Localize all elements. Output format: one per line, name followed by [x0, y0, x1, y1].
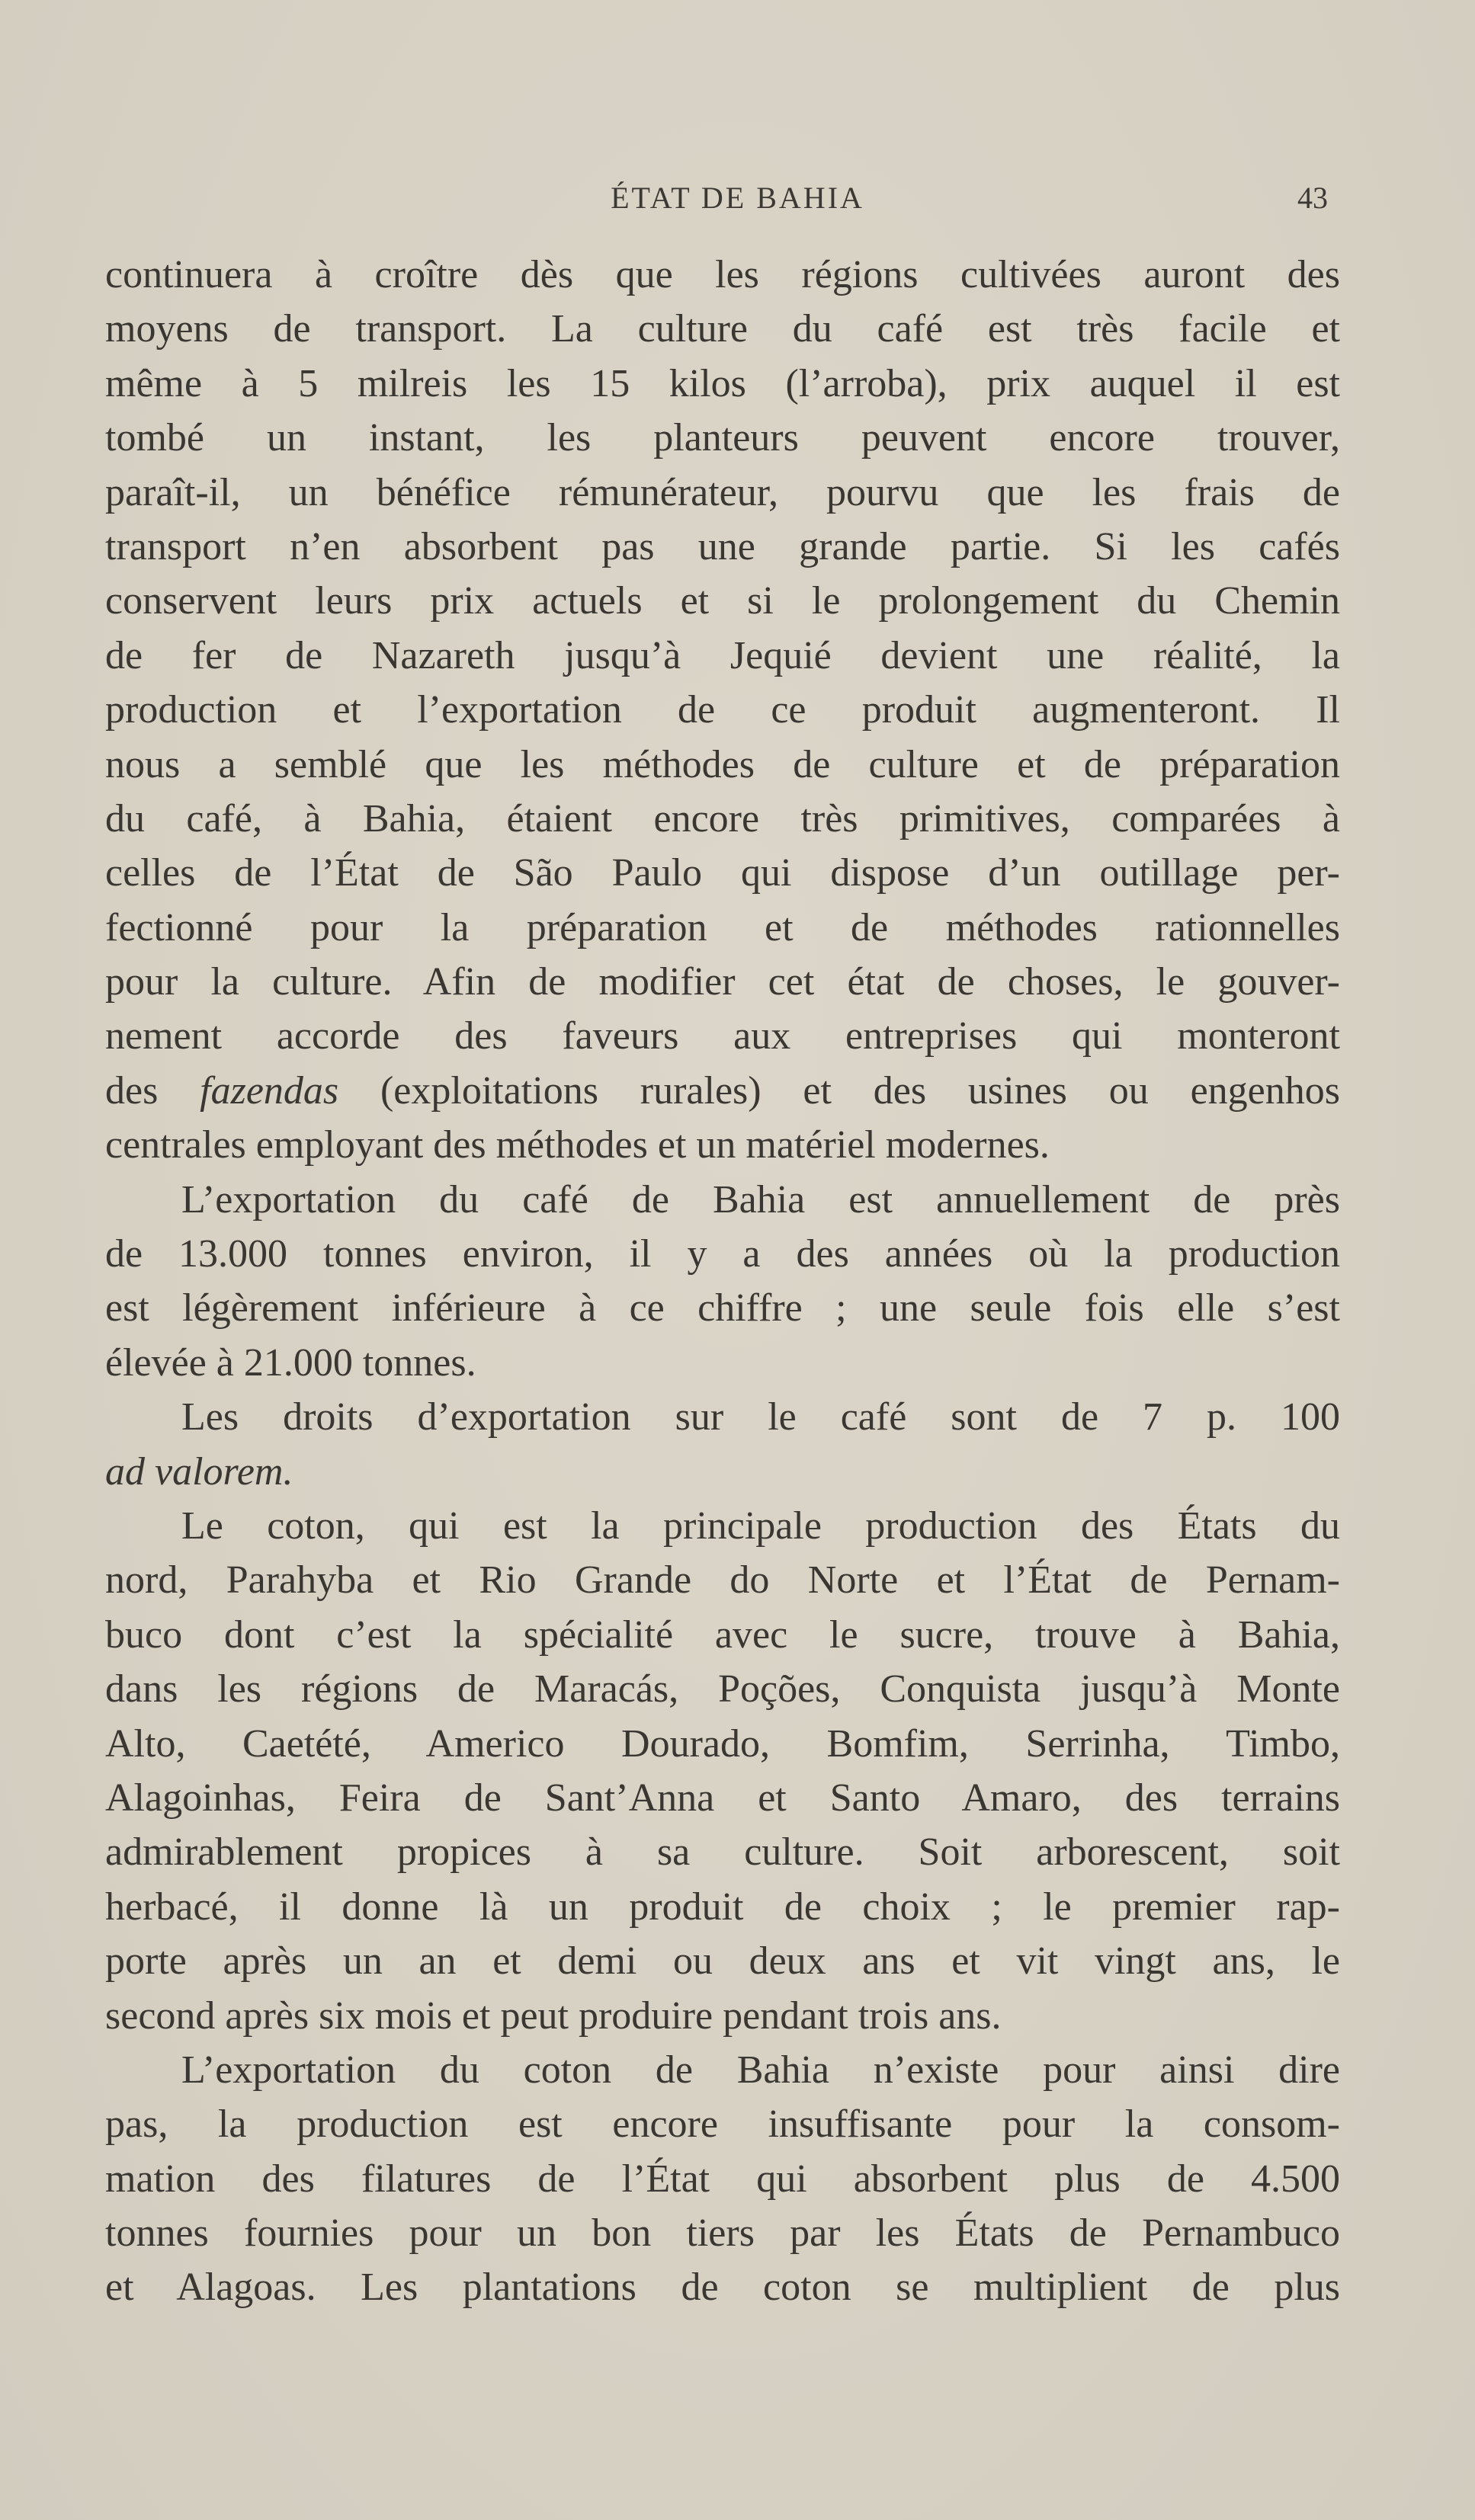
text-line: tonnes fournies pour un bon tiers par les États de Pernambuco: [105, 2211, 1340, 2256]
text-line: nord, Parahyba et Rio Grande do Norte et l’État de Pernam-: [105, 1558, 1340, 1603]
text-line: pour la culture. Afin de modifier cet état de choses, le gouver-: [105, 960, 1340, 1004]
italic-term: ad valorem.: [105, 1449, 293, 1494]
text-line: L’exportation du coton de Bahia n’existe pour ainsi dire: [181, 2048, 1340, 2092]
text-line: centrales employant des méthodes et un matériel modernes.: [105, 1123, 1050, 1167]
text-line: herbacé, il donne là un produit de choix ; le premier rap-: [105, 1884, 1340, 1929]
text-line: admirablement propices à sa culture. Soit arborescent, soit: [105, 1830, 1340, 1875]
body-text: [105, 248, 1340, 2315]
text-line: [105, 1445, 1340, 1499]
text-line: pas, la production est encore insuffisante pour la consom-: [105, 2102, 1340, 2147]
text-line: continuera à croître dès que les régions cultivées auront des: [105, 253, 1340, 296]
text-line: mation des filatures de l’État qui absorbent plus de 4.500: [105, 2157, 1340, 2201]
text-segment: (exploitations rurales) et des usines ou engenhos: [338, 1068, 1340, 1113]
text-line: de 13.000 tonnes environ, il y a des années où la production: [105, 1232, 1340, 1276]
text-line: buco dont c’est la spécialité avec le sucre, trouve à Bahia,: [105, 1612, 1340, 1657]
text-line: L’exportation du café de Bahia est annuellement de près: [181, 1177, 1340, 1222]
text-line: Le coton, qui est la principale production des États du: [181, 1503, 1340, 1548]
text-line: porte après un an et demi ou deux ans et vit vingt ans, le: [105, 1939, 1340, 1984]
text-line: transport n’en absorbent pas une grande partie. Si les cafés: [105, 524, 1340, 568]
text-segment: des: [105, 1068, 200, 1113]
text-line: conservent leurs prix actuels et si le prolongement du Chemin: [105, 579, 1340, 623]
text-line: même à 5 milreis les 15 kilos (l’arroba), prix auquel il est: [105, 361, 1340, 405]
page-number: 43: [1297, 181, 1328, 215]
text-line: et Alagoas. Les plantations de coton se multiplient de plus: [105, 2265, 1340, 2310]
running-title: ÉTAT DE BAHIA: [611, 181, 864, 215]
text-line: de fer de Nazareth jusqu’à Jequié devient une réalité, la: [105, 633, 1340, 677]
text-line: moyens de transport. La culture du café est très facile et: [105, 307, 1340, 351]
text-line: Alagoinhas, Feira de Sant’Anna et Santo Amaro, des terrains: [105, 1776, 1340, 1820]
text-line: dans les régions de Maracás, Poções, Conquista jusqu’à Monte: [105, 1667, 1340, 1711]
text-line: est légèrement inférieure à ce chiffre ; une seule fois elle s’est: [105, 1286, 1340, 1330]
text-line: du café, à Bahia, étaient encore très primitives, comparées à: [105, 796, 1340, 841]
text-line: Les droits d’exportation sur le café sont de 7 p. 100: [181, 1395, 1340, 1439]
italic-term: fazendas: [200, 1068, 339, 1113]
text-line: second après six mois et peut produire pendant trois ans.: [105, 1993, 1002, 2038]
text-line: Alto, Caetété, Americo Dourado, Bomfim, Serrinha, Timbo,: [105, 1721, 1340, 1766]
text-line: celles de l’État de São Paulo qui dispose d’un outillage per-: [105, 851, 1340, 895]
running-header: [0, 180, 1475, 226]
text-line: élevée à 21.000 tonnes.: [105, 1340, 476, 1385]
text-line: nous a semblé que les méthodes de culture et de préparation: [105, 742, 1340, 786]
text-line: production et l’exportation de ce produit augmenteront. Il: [105, 688, 1340, 732]
text-line: fectionné pour la préparation et de méthodes rationnelles: [105, 905, 1340, 949]
text-line: nement accorde des faveurs aux entreprises qui monteront: [105, 1014, 1340, 1058]
text-line: [105, 1064, 1340, 1118]
text-line: tombé un instant, les planteurs peuvent encore trouver,: [105, 416, 1340, 460]
text-line: paraît-il, un bénéfice rémunérateur, pourvu que les frais de: [105, 470, 1340, 514]
